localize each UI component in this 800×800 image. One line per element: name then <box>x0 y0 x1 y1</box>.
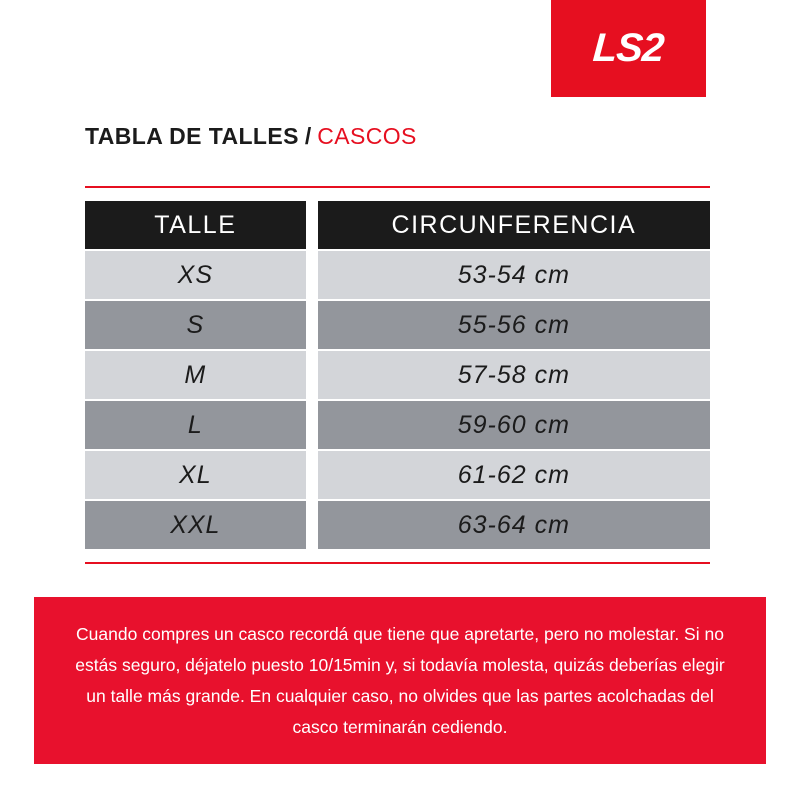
cell-talle: L <box>85 401 306 449</box>
table-row <box>85 501 710 549</box>
table-row <box>85 451 710 499</box>
cell-circunferencia: 63-64 cm <box>318 501 710 549</box>
table-row <box>85 301 710 349</box>
cell-circunferencia: 55-56 cm <box>318 301 710 349</box>
page-title <box>85 123 417 150</box>
cell-talle: M <box>85 351 306 399</box>
cell-talle: XL <box>85 451 306 499</box>
page-title-accent: CASCOS <box>317 123 417 149</box>
table-row <box>85 351 710 399</box>
page-title-separator: / <box>304 123 312 149</box>
divider-top <box>85 186 710 188</box>
table-row <box>85 401 710 449</box>
column-header-talle: TALLE <box>85 201 306 249</box>
table-row <box>85 251 710 299</box>
brand-logo <box>551 0 706 97</box>
cell-talle: S <box>85 301 306 349</box>
divider-bottom <box>85 562 710 564</box>
cell-talle: XXL <box>85 501 306 549</box>
size-table-container <box>85 186 710 564</box>
cell-circunferencia: 57-58 cm <box>318 351 710 399</box>
fitting-advice-note <box>34 597 766 764</box>
cell-circunferencia: 59-60 cm <box>318 401 710 449</box>
table-header-row <box>85 201 710 249</box>
cell-circunferencia: 53-54 cm <box>318 251 710 299</box>
cell-circunferencia: 61-62 cm <box>318 451 710 499</box>
size-table <box>73 199 722 551</box>
cell-talle: XS <box>85 251 306 299</box>
page-title-main: TABLA DE TALLES <box>85 123 299 149</box>
ls2-logo-text: LS2 <box>591 26 666 70</box>
column-header-circunferencia: CIRCUNFERENCIA <box>318 201 710 249</box>
fitting-advice-text: Cuando compres un casco recordá que tiene que apretarte, pero no molestar. Si no estás seguro, déjatelo puesto 10/15min y, si todavía molesta, quizás deberías elegir un talle más grande. En cualquier caso, no olvides que las partes acolchadas del casco terminarán cediendo. <box>75 623 725 737</box>
